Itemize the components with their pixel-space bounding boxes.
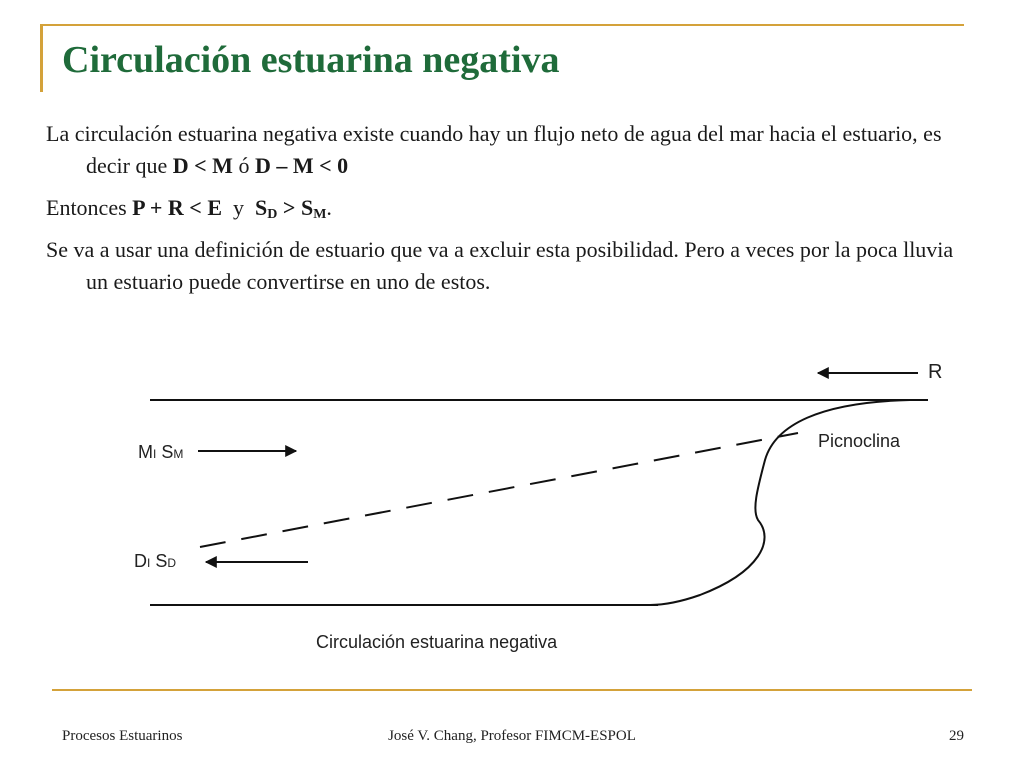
salinity-m-subscript: M — [313, 207, 327, 222]
slide-body — [46, 118, 966, 308]
condition-d-minus-m: D – M < 0 — [254, 153, 349, 178]
page-number: 29 — [949, 728, 964, 744]
footer-accent-line — [52, 689, 972, 691]
entonces-text: Entonces — [46, 195, 133, 220]
paragraph-entonces — [46, 192, 966, 224]
picnoclina-label: Picnoclina — [818, 431, 901, 451]
salinity-m-symbol: S — [300, 195, 314, 220]
r-label: R — [928, 361, 943, 383]
slide-title: Circulación estuarina negativa — [62, 39, 560, 81]
greater-than-sign: > — [277, 195, 301, 220]
left-accent-bar — [40, 24, 43, 92]
period: . — [326, 195, 332, 220]
estuary-diagram — [0, 340, 1024, 670]
salinity-comparison — [255, 195, 326, 220]
diagram-caption: Circulación estuarina negativa — [316, 632, 558, 652]
paragraph-note: Se va a usar una definición de estuario que va a excluir esta posibilidad. Pero a veces por la poca lluvia un estuario puede convertirse en uno de estos. — [46, 237, 954, 294]
top-accent-line — [40, 24, 964, 26]
definition-text: La circulación estuarina negativa existe cuando hay un flujo neto de agua del mar hacia el estuario, es decir que — [46, 121, 942, 178]
footer-course: Procesos Estuarinos — [62, 728, 183, 744]
footer-author: José V. Chang, Profesor FIMCM-ESPOL — [388, 728, 636, 744]
salinity-d-symbol: S — [255, 195, 268, 220]
paragraph-definition — [46, 118, 966, 182]
condition-d-less-m: D < M — [172, 153, 233, 178]
and-text: y — [222, 195, 256, 220]
salinity-d-subscript: D — [267, 207, 278, 222]
m-sm-label: MI SM — [138, 442, 184, 462]
condition-p-r-e: P + R < E — [132, 195, 223, 220]
or-text: ó — [232, 153, 255, 178]
d-sd-label: DI SD — [134, 551, 177, 571]
